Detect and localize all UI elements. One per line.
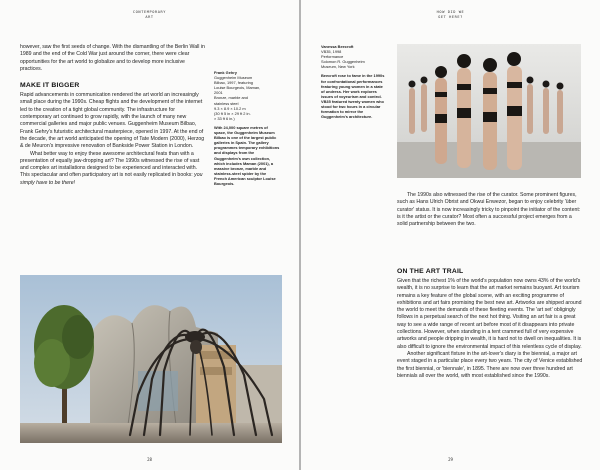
right-folio: 29 [448, 457, 453, 462]
caption-line: (30 ft 5 in × 29 ft 2 in. [214, 110, 251, 116]
caption-line: Bronze, marble and [214, 95, 248, 101]
caption-line: Museum, New York [321, 64, 355, 70]
caption-line: stainless steel [214, 100, 239, 106]
caption-line: 2001 [214, 90, 223, 96]
right-paragraph-1 [397, 192, 583, 228]
right-caption [321, 44, 387, 119]
biennial-paragraph: Another significant fixture in the art-lover's diary is the biennial, a major art event staged in a particular place every two years. The city of Venice established the first biennial, or 'biennale', in 1895. There are now over three hundred art biennials all over the world, with most established since the 1990s. [397, 350, 583, 379]
running-head-line-2: GET HERE? [438, 14, 463, 19]
left-main-text [20, 44, 206, 187]
running-head-line-1: HOW DID WE [436, 10, 465, 14]
caption-line: Guggenheim Museum [214, 75, 253, 81]
curator-paragraph: The 1990s also witnessed the rise of the curator. Some prominent figures, such as Hans Ulrich Obrist and Okwui Enwezor, began to enjoy celebrity 'über curator' status. It is now increasingly tricky to pinpoint the initiator of the content: is it the artist or the curator? Most often a successful project emerges from a solid partnership between the two. [397, 192, 581, 228]
art-trail-paragraph: Given that the richest 1% of the world's population now owns 43% of the world's wealth, it is no surprise to learn that the art market remains buoyant. Art tourism remains a key feature of the global scene, with an exciting programme of exhibitions and art fairs promising the best new art. Artworks are shipped around the world to meet the demands of these fleeting events. The 'art set' obligingly follows in a perpetual search of the next hot thing. Visiting an art fair is a great way to see a wide range of recent art before most of it disappears into private collections. However, when standing in a tent crammed full of very expensive artworks and people dripping in wealth, it is hard not to dwell on inequalities. It is also difficult to ignore the environmental impact of this relentless cycle of display. [397, 278, 582, 350]
closing-paragraph-italic: you simply have to be there! [20, 172, 203, 186]
left-page [0, 0, 299, 470]
caption-description: With 24,000 square metres of space, the Guggenheim Museum Bilbao is one of the largest public galleries in Spain. The gallery programmes temporary exhibitions and displays from the Guggenheim's own collection, which includes Maman (2001), a massive bronze, marble and stainless-steel spider by the French American sculptor Louise Bourgeois. [214, 124, 280, 186]
running-head-line-2: ART [145, 14, 154, 19]
closing-paragraph-main: What better way to enjoy these awesome architectural feats than with a presentation of equally jaw-dropping art? The 1990s witnessed the rise of vast and complex art installations designed to be experienced and interacted with. This spectacular and often participatory art is not easily replicated in books: [20, 150, 200, 179]
left-caption [214, 70, 280, 186]
caption-line: Bilbao, 1997, featuring [214, 80, 253, 86]
left-running-head [0, 10, 299, 19]
caption-description: Beecroft rose to fame in the 1990s for confrontational performances featuring young women in a state of undress. Her work explores issues of voyeurism and control. VB35 featured twenty women who stood for two hours in a circular formation to mirror the Guggenheim's architecture. [321, 73, 385, 120]
caption-line: Louise Bourgeois, Maman, [214, 85, 261, 91]
caption-line: × 33 ft 6 in.) [214, 115, 235, 121]
section-heading-on-the-art-trail: ON THE ART TRAIL [397, 268, 464, 275]
caption-line: VB35, 1998 [321, 49, 342, 55]
caption-line: Solomon R. Guggenheim [321, 59, 365, 65]
caption-title: Vanessa Beecroft [321, 44, 354, 49]
right-running-head [301, 10, 600, 19]
running-head-line-1: CONTEMPORARY [132, 10, 167, 14]
right-section [397, 268, 583, 380]
beecroft-performance-photo [397, 44, 581, 178]
caption-line: Performance [321, 54, 344, 60]
left-folio: 28 [147, 457, 152, 462]
guggenheim-bilbao-photo [20, 275, 282, 443]
section-paragraph: Rapid advancements in communication rendered the art world an increasingly small place during the 1990s. Cheap flights and the development of the internet led to the creation of a tight global community. The infrastructure for contemporary art continued to grow rapidly, with the launch of many new commercial galleries and major public venues. Guggenheim Museum Bilbao, Frank Gehry's futuristic architectural masterpiece, opened in 1997. At the end of the decade, the art world anticipated the opening of Tate Modern (2000), Herzog & de Meuron's impressive renovation of Bankside Power Station in London. [20, 92, 205, 150]
caption-line: 9.3 × 8.9 × 10.2 m [214, 105, 246, 111]
right-page [301, 0, 600, 470]
caption-title: Frank Gehry [214, 70, 237, 75]
section-heading-make-it-bigger: MAKE IT BIGGER [20, 82, 80, 90]
intro-paragraph: however, saw the first seeds of change. With the dismantling of the Berlin Wall in 1989 and the end of the Cold War just around the corner, there were clear opportunities for the art world to globalize and to develop more inclusive practices. [20, 44, 205, 72]
closing-paragraph [20, 151, 206, 187]
